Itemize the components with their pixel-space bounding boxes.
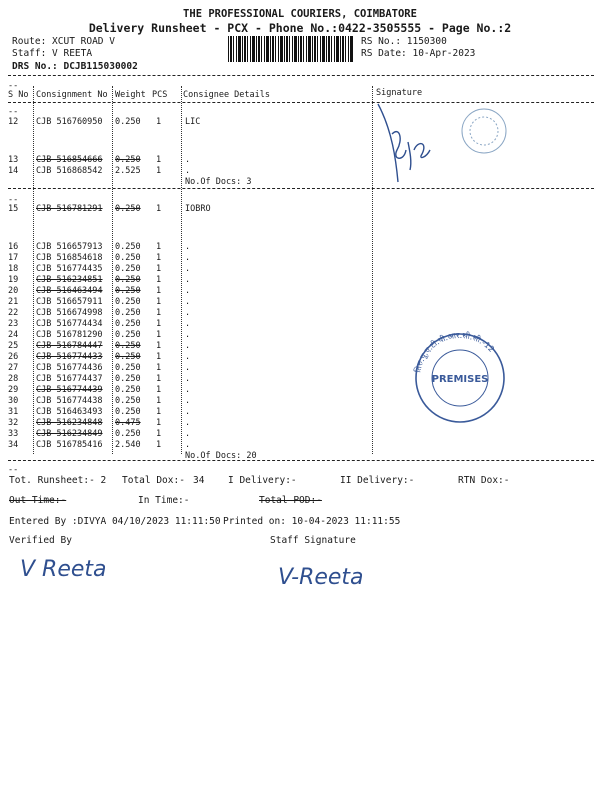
row-consignment: CJB 516785416 xyxy=(36,440,103,450)
tot-runsheet: Tot. Runsheet:- 2 xyxy=(9,475,107,486)
row-weight: 0.250 xyxy=(115,429,141,439)
row-consignment: CJB 516774434 xyxy=(36,319,103,329)
row-consignment: CJB 516674998 xyxy=(36,308,103,318)
row-weight: 0.250 xyxy=(115,275,141,285)
row-weight: 0.250 xyxy=(115,308,141,318)
row-consignment: CJB 516657911 xyxy=(36,297,103,307)
row-weight: 0.250 xyxy=(115,319,141,329)
row-sno: 17 xyxy=(8,253,19,263)
rs-date: RS Date: 10-Apr-2023 xyxy=(361,48,476,59)
in-time: In Time:- xyxy=(138,495,190,506)
out-time: Out Time:- xyxy=(9,495,67,506)
row-pcs: 1 xyxy=(156,429,162,439)
i-delivery: I Delivery:- xyxy=(228,475,297,486)
rtn-dox: RTN Dox:- xyxy=(458,475,510,486)
row-sno: 29 xyxy=(8,385,19,395)
col-pcs: PCS xyxy=(152,90,168,100)
row-consignment: CJB 516781290 xyxy=(36,330,103,340)
row-consignee: . xyxy=(185,418,191,428)
row-sno: 20 xyxy=(8,286,19,296)
row-consignee: . xyxy=(185,440,191,450)
row-consignee: . xyxy=(185,330,191,340)
col-consignee: Consignee Details xyxy=(183,90,270,100)
row-sno: 25 xyxy=(8,341,19,351)
row-pcs: 1 xyxy=(156,308,162,318)
row-weight: 0.250 xyxy=(115,297,141,307)
drs-number: DRS No.: DCJB115030002 xyxy=(12,61,138,72)
row-pcs: 1 xyxy=(156,319,162,329)
row-pcs: 1 xyxy=(156,204,162,214)
row-weight: 0.250 xyxy=(115,341,141,351)
row-pcs: 1 xyxy=(156,341,162,351)
row-consignment: CJB 516234849 xyxy=(36,429,103,439)
row-pcs: 1 xyxy=(156,286,162,296)
divider-mark: -- xyxy=(8,465,19,475)
row-consignee: . xyxy=(185,429,191,439)
row-consignment: CJB 516781291 xyxy=(36,204,103,214)
docs-count: No.Of Docs: 20 xyxy=(185,451,257,461)
row-consignment: CJB 516774437 xyxy=(36,374,103,384)
row-consignment: CJB 516784447 xyxy=(36,341,103,351)
row-sno: 33 xyxy=(8,429,19,439)
row-consignment: CJB 516234848 xyxy=(36,418,103,428)
row-consignment: CJB 516854666 xyxy=(36,155,103,165)
row-weight: 0.250 xyxy=(115,242,141,252)
total-dox-value: 34 xyxy=(193,475,205,486)
row-pcs: 1 xyxy=(156,330,162,340)
row-weight: 2.525 xyxy=(115,166,141,176)
row-weight: 0.250 xyxy=(115,407,141,417)
row-consignment: CJB 516760950 xyxy=(36,117,103,127)
row-consignment: CJB 516234851 xyxy=(36,275,103,285)
row-weight: 0.250 xyxy=(115,264,141,274)
total-pod: Total POD:- xyxy=(259,495,322,506)
row-weight: 0.250 xyxy=(115,286,141,296)
row-weight: 0.250 xyxy=(115,363,141,373)
col-sno: S No xyxy=(8,90,29,100)
row-weight: 0.250 xyxy=(115,352,141,362)
row-pcs: 1 xyxy=(156,396,162,406)
row-pcs: 1 xyxy=(156,297,162,307)
row-consignee: . xyxy=(185,308,191,318)
row-consignee: . xyxy=(185,264,191,274)
round-stamp-faded xyxy=(462,109,506,153)
runsheet-subtitle: Delivery Runsheet - PCX - Phone No.:0422-3505555 - Page No.:2 xyxy=(88,21,512,35)
row-sno: 22 xyxy=(8,308,19,318)
row-weight: 2.540 xyxy=(115,440,141,450)
row-pcs: 1 xyxy=(156,418,162,428)
row-weight: 0.475 xyxy=(115,418,141,428)
divider-mark: -- xyxy=(8,195,19,205)
row-consignee: IOBRO xyxy=(185,204,211,214)
row-pcs: 1 xyxy=(156,363,162,373)
row-weight: 0.250 xyxy=(115,117,141,127)
recipient-signature xyxy=(378,104,430,182)
row-consignee: . xyxy=(185,363,191,373)
row-consignee: . xyxy=(185,352,191,362)
row-consignee: . xyxy=(185,297,191,307)
premises-stamp xyxy=(412,330,504,422)
row-pcs: 1 xyxy=(156,352,162,362)
verified-by: Verified By xyxy=(9,535,72,546)
row-pcs: 1 xyxy=(156,264,162,274)
row-consignee: . xyxy=(185,396,191,406)
col-signature: Signature xyxy=(376,88,423,98)
printed-on: Printed on: 10-04-2023 11:11:55 xyxy=(223,516,401,527)
total-dox-label: Total Dox:- xyxy=(122,475,185,486)
row-consignee: . xyxy=(185,242,191,252)
row-consignment: CJB 516463494 xyxy=(36,286,103,296)
row-consignee: . xyxy=(185,286,191,296)
docs-count: No.Of Docs: 3 xyxy=(185,177,252,187)
row-pcs: 1 xyxy=(156,385,162,395)
ii-delivery: II Delivery:- xyxy=(340,475,415,486)
staff-label: Staff: V REETA xyxy=(12,48,93,59)
row-sno: 34 xyxy=(8,440,19,450)
row-sno: 27 xyxy=(8,363,19,373)
row-consignment: CJB 516868542 xyxy=(36,166,103,176)
divider-mark: -- xyxy=(8,81,19,91)
row-consignee: . xyxy=(185,407,191,417)
row-pcs: 1 xyxy=(156,407,162,417)
row-consignee: . xyxy=(185,155,191,165)
row-consignee: . xyxy=(185,166,191,176)
row-sno: 32 xyxy=(8,418,19,428)
row-sno: 16 xyxy=(8,242,19,252)
row-consignment: CJB 516657913 xyxy=(36,242,103,252)
row-sno: 26 xyxy=(8,352,19,362)
row-pcs: 1 xyxy=(156,117,162,127)
row-sno: 14 xyxy=(8,166,19,176)
row-pcs: 1 xyxy=(156,166,162,176)
stamp-ring-text: तिरु.पू.ए.टी.पी.आर.सी.सी.-12 xyxy=(413,330,497,374)
row-weight: 0.250 xyxy=(115,385,141,395)
row-sno: 28 xyxy=(8,374,19,384)
row-weight: 0.250 xyxy=(115,204,141,214)
row-weight: 0.250 xyxy=(115,330,141,340)
verified-signature: V Reeta xyxy=(20,557,107,582)
row-consignee: . xyxy=(185,319,191,329)
row-consignment: CJB 516854618 xyxy=(36,253,103,263)
col-consignment: Consignment No xyxy=(36,90,108,100)
row-sno: 31 xyxy=(8,407,19,417)
row-sno: 12 xyxy=(8,117,19,127)
row-consignee: . xyxy=(185,341,191,351)
row-consignee: . xyxy=(185,275,191,285)
staff-signature: V-Reeta xyxy=(278,565,364,590)
row-sno: 18 xyxy=(8,264,19,274)
row-weight: 0.250 xyxy=(115,396,141,406)
rs-number: RS No.: 1150300 xyxy=(361,36,447,47)
row-pcs: 1 xyxy=(156,374,162,384)
row-consignment: CJB 516774436 xyxy=(36,363,103,373)
row-sno: 19 xyxy=(8,275,19,285)
row-sno: 13 xyxy=(8,155,19,165)
row-consignment: CJB 516463493 xyxy=(36,407,103,417)
row-consignment: CJB 516774435 xyxy=(36,264,103,274)
col-weight: Weight xyxy=(115,90,146,100)
row-consignment: CJB 516774438 xyxy=(36,396,103,406)
row-consignee: . xyxy=(185,385,191,395)
row-consignee: . xyxy=(185,253,191,263)
row-consignment: CJB 516774433 xyxy=(36,352,103,362)
row-pcs: 1 xyxy=(156,155,162,165)
row-pcs: 1 xyxy=(156,275,162,285)
divider-mark: -- xyxy=(8,107,19,117)
entered-by: Entered By :DIVYA 04/10/2023 11:11:50 xyxy=(9,516,221,527)
stamp-center-text: PREMISES xyxy=(431,374,489,385)
row-weight: 0.250 xyxy=(115,155,141,165)
staff-signature-label: Staff Signature xyxy=(270,535,356,546)
row-sno: 30 xyxy=(8,396,19,406)
row-consignment: CJB 516774439 xyxy=(36,385,103,395)
row-weight: 0.250 xyxy=(115,374,141,384)
row-pcs: 1 xyxy=(156,253,162,263)
company-title: THE PROFESSIONAL COURIERS, COIMBATORE xyxy=(183,8,417,20)
row-sno: 23 xyxy=(8,319,19,329)
row-pcs: 1 xyxy=(156,242,162,252)
row-sno: 15 xyxy=(8,204,19,214)
row-sno: 21 xyxy=(8,297,19,307)
row-sno: 24 xyxy=(8,330,19,340)
row-weight: 0.250 xyxy=(115,253,141,263)
row-consignee: LIC xyxy=(185,117,201,127)
route-label: Route: XCUT ROAD V xyxy=(12,36,115,47)
row-pcs: 1 xyxy=(156,440,162,450)
row-consignee: . xyxy=(185,374,191,384)
